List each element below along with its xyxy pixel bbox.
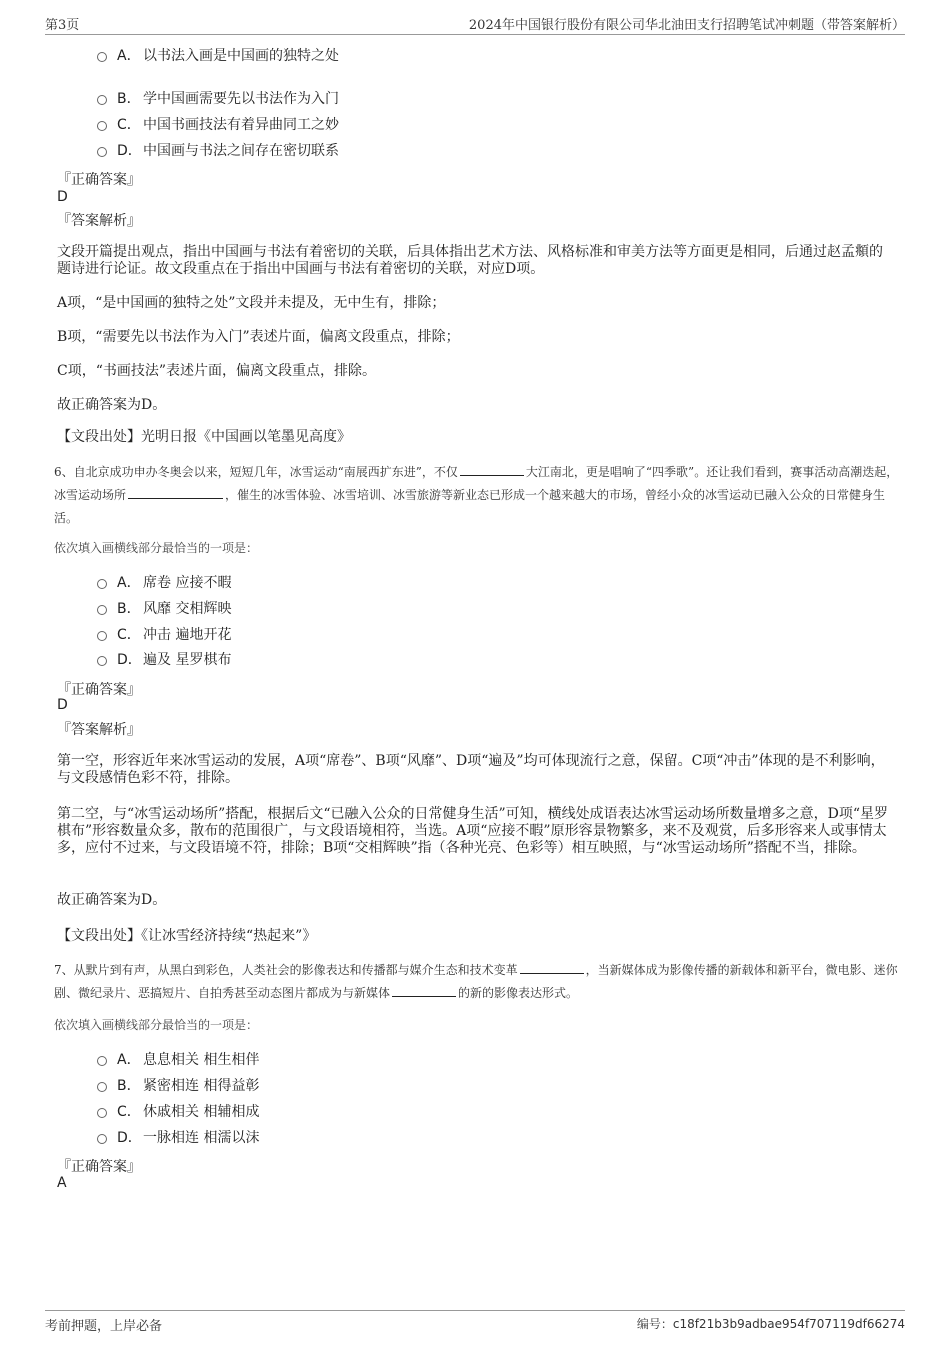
fill-blank (460, 463, 524, 476)
q7-option-c[interactable]: C． 休戚相关 相辅相成 (97, 1102, 259, 1122)
q7-question-text: 7、从默片到有声，从黑白到彩色，人类社会的影像表达和传播都与媒介生态和技术变革 ，当新媒体成为影像传播的新载体和新平台，微电影、迷你剧、微纪录片、恶搞短片、自拍秀甚至动态图片都成为与新媒体 的新的影像表达形式。 (54, 963, 898, 1000)
radio-icon[interactable] (97, 631, 107, 641)
q5-analysis-paragraph: B项，“需要先以书法作为入门”表述片面，偏离文段重点，排除； (57, 329, 460, 345)
radio-icon[interactable] (97, 52, 107, 62)
q5-option-a[interactable]: A． 以书法入画是中国画的独特之处 (97, 46, 339, 66)
page-footer (45, 1310, 905, 1334)
q5-option-b[interactable]: B． 学中国画需要先以书法作为入门 (97, 89, 339, 109)
q6-option-c[interactable]: C． 冲击 遍地开花 (97, 625, 231, 645)
option-text: 风靡 交相辉映 (143, 601, 232, 617)
q5-option-c[interactable]: C． 中国书画技法有着异曲同工之妙 (97, 115, 339, 135)
q7-option-a[interactable]: A． 息息相关 相生相伴 (97, 1050, 259, 1070)
radio-icon[interactable] (97, 1056, 107, 1066)
fill-blank (520, 961, 584, 974)
footer-slogan: 考前押题，上岸必备 (45, 1319, 163, 1334)
q5-analysis-paragraph: 故正确答案为D。 (57, 397, 167, 413)
q6-analysis-paragraph: 故正确答案为D。 (57, 892, 167, 908)
option-text: 遍及 星罗棋布 (143, 652, 232, 668)
q5-source: 【文段出处】光明日报《中国画以笔墨见高度》 (57, 429, 351, 445)
option-text: 冲击 遍地开花 (143, 627, 232, 643)
q5-answer-label: 『正确答案』 (57, 172, 141, 188)
radio-icon[interactable] (97, 147, 107, 157)
q5-analysis-paragraph: C项，“书画技法”表述片面，偏离文段重点，排除。 (57, 363, 377, 379)
q6-answer: D (57, 697, 68, 713)
q5-option-d[interactable]: D．中国画与书法之间存在密切联系 (97, 141, 339, 161)
radio-icon[interactable] (97, 579, 107, 589)
option-text: 息息相关 相生相伴 (143, 1052, 260, 1068)
page-header (45, 14, 905, 35)
option-text: 休戚相关 相辅相成 (143, 1104, 260, 1120)
q7-answer-label: 『正确答案』 (57, 1159, 141, 1175)
radio-icon[interactable] (97, 1134, 107, 1144)
q6-analysis-paragraph: 第一空，形容近年来冰雪运动的发展，A项“席卷”、B项“风靡”、D项“遍及”均可体现流行之意，保留。C项“冲击”体现的是不利影响，与文段感情色彩不符，排除。 (57, 753, 885, 786)
document-title: 2024年中国银行股份有限公司华北油田支行招聘笔试冲刺题（带答案解析） (468, 18, 905, 33)
radio-icon[interactable] (97, 95, 107, 105)
radio-icon[interactable] (97, 1108, 107, 1118)
radio-icon[interactable] (97, 656, 107, 666)
q6-analysis-paragraph: 第二空，与“冰雪运动场所”搭配，根据后文“已融入公众的日常健身生活”可知，横线处成语表达冰雪运动场所数量增多之意，D项“星罗棋布”形容数量众多，散布的范围很广，与文段语境相符，当选。A项“应接不暇”原形容景物繁多，来不及观赏，后多形容来人或事情太多，应付不过来，与文段语境不符，排除；B项“交相辉映”指（各种光亮、色彩等）相互映照，与“冰雪运动场所”搭配不当，排除。 (57, 806, 889, 856)
radio-icon[interactable] (97, 121, 107, 131)
option-text: 中国书画技法有着异曲同工之妙 (143, 117, 339, 133)
option-text: 一脉相连 相濡以沫 (143, 1130, 260, 1146)
radio-icon[interactable] (97, 605, 107, 615)
q7-prompt: 依次填入画横线部分最恰当的一项是： (54, 1018, 259, 1032)
option-text: 以书法入画是中国画的独特之处 (143, 48, 339, 64)
q7-answer: A (57, 1175, 67, 1191)
q6-answer-label: 『正确答案』 (57, 682, 141, 698)
q6-option-a[interactable]: A． 席卷 应接不暇 (97, 573, 231, 593)
document-id: 编号：c18f21b3b9adbae954f707119df66274 (636, 1317, 905, 1331)
fill-blank (128, 486, 223, 499)
option-text: 学中国画需要先以书法作为入门 (143, 91, 339, 107)
fill-blank (392, 984, 456, 997)
q6-option-b[interactable]: B． 风靡 交相辉映 (97, 599, 231, 619)
option-text: 席卷 应接不暇 (143, 575, 232, 591)
q5-analysis-label: 『答案解析』 (57, 213, 141, 229)
q7-option-d[interactable]: D．一脉相连 相濡以沫 (97, 1128, 259, 1148)
q5-answer: D (57, 189, 68, 205)
q6-source: 【文段出处】《让冰雪经济持续“热起来”》 (57, 928, 317, 944)
q6-prompt: 依次填入画横线部分最恰当的一项是： (54, 541, 259, 555)
page-number: 第3页 (45, 18, 80, 33)
q5-analysis-paragraph: A项，“是中国画的独特之处”文段并未提及，无中生有，排除； (57, 295, 446, 311)
q6-question-text: 6、自北京成功申办冬奥会以来，短短几年，冰雪运动“南展西扩东进”，不仅 大江南北，更是唱响了“四季歌”。还让我们看到，赛事活动高潮迭起，冰雪运动场所 ，催生的冰雪体验、冰雪培训、冰雪旅游等新业态已形成一个越来越大的市场，曾经小众的冰雪运动已融入公众的日常健身生活。 (54, 465, 899, 525)
q6-analysis-label: 『答案解析』 (57, 722, 141, 738)
option-text: 中国画与书法之间存在密切联系 (143, 143, 339, 159)
q7-option-b[interactable]: B． 紧密相连 相得益彰 (97, 1076, 259, 1096)
radio-icon[interactable] (97, 1082, 107, 1092)
q6-option-d[interactable]: D．遍及 星罗棋布 (97, 650, 231, 670)
q5-analysis-paragraph: 文段开篇提出观点，指出中国画与书法有着密切的关联，后具体指出艺术方法、风格标准和审美方法等方面更是相同，后通过赵孟頫的题诗进行论证。故文段重点在于指出中国画与书法有着密切的关联，对应D项。 (57, 244, 883, 277)
option-text: 紧密相连 相得益彰 (143, 1078, 260, 1094)
